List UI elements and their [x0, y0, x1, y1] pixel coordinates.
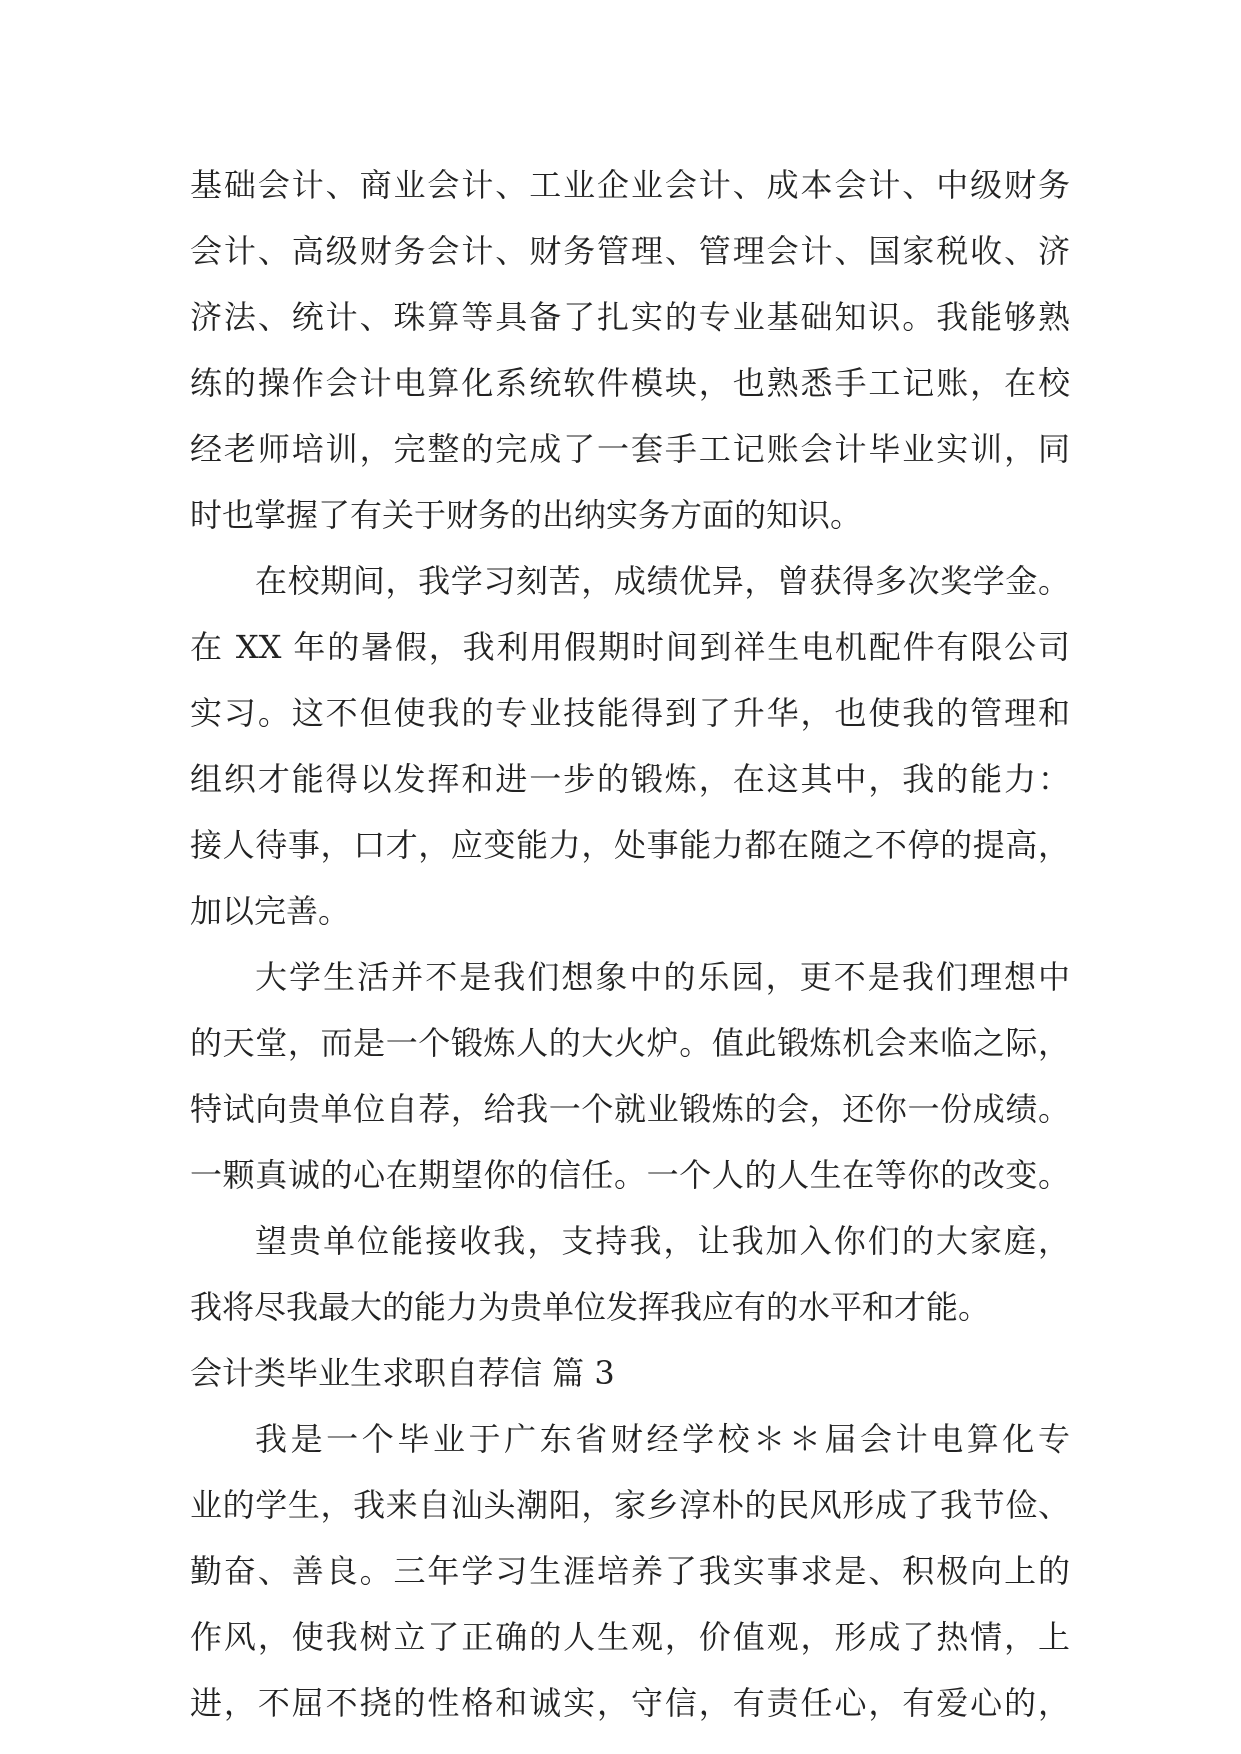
paragraph-first-line: 我是一个毕业于广东省财经学校＊＊届会计电算化专 — [255, 1420, 1070, 1458]
paragraph-first-line: 大学生活并不是我们想象中的乐园，更不是我们理想中 — [255, 958, 1070, 996]
text-line: 接人待事，口才，应变能力，处事能力都在随之不停的提高， — [190, 826, 1070, 864]
text-line: 勤奋、善良。三年学习生涯培养了我实事求是、积极向上的 — [190, 1552, 1070, 1590]
text-line: 加以完善。 — [190, 892, 351, 930]
text-line: 我将尽我最大的能力为贵单位发挥我应有的水平和才能。 — [190, 1288, 991, 1326]
text-line: 作风，使我树立了正确的人生观，价值观，形成了热情，上 — [190, 1618, 1070, 1656]
text-line: 济法、统计、珠算等具备了扎实的专业基础知识。我能够熟 — [190, 298, 1070, 336]
text-line: 特试向贵单位自荐，给我一个就业锻炼的会，还你一份成绩。 — [190, 1090, 1070, 1128]
section-heading: 会计类毕业生求职自荐信 篇 3 — [190, 1354, 615, 1392]
paragraph-first-line: 在校期间，我学习刻苦，成绩优异，曾获得多次奖学金。 — [255, 562, 1070, 600]
paragraph-first-line: 望贵单位能接收我，支持我，让我加入你们的大家庭， — [255, 1222, 1070, 1260]
text-line: 进，不屈不挠的性格和诚实，守信，有责任心，有爱心的， — [190, 1684, 1070, 1722]
text-line: 组织才能得以发挥和进一步的锻炼，在这其中，我的能力： — [190, 760, 1070, 798]
text-line: 实习。这不但使我的专业技能得到了升华，也使我的管理和 — [190, 694, 1070, 732]
text-line: 会计、高级财务会计、财务管理、管理会计、国家税收、济 — [190, 232, 1070, 270]
text-line: 时也掌握了有关于财务的出纳实务方面的知识。 — [190, 496, 863, 534]
text-line: 在 XX 年的暑假，我利用假期时间到祥生电机配件有限公司 — [190, 628, 1070, 666]
text-line: 业的学生，我来自汕头潮阳，家乡淳朴的民风形成了我节俭、 — [190, 1486, 1070, 1524]
text-line: 的天堂，而是一个锻炼人的大火炉。值此锻炼机会来临之际， — [190, 1024, 1070, 1062]
text-line: 经老师培训，完整的完成了一套手工记账会计毕业实训，同 — [190, 430, 1070, 468]
text-line: 基础会计、商业会计、工业企业会计、成本会计、中级财务 — [190, 166, 1070, 204]
text-line: 一颗真诚的心在期望你的信任。一个人的人生在等你的改变。 — [190, 1156, 1070, 1194]
text-line: 练的操作会计电算化系统软件模块，也熟悉手工记账，在校 — [190, 364, 1070, 402]
